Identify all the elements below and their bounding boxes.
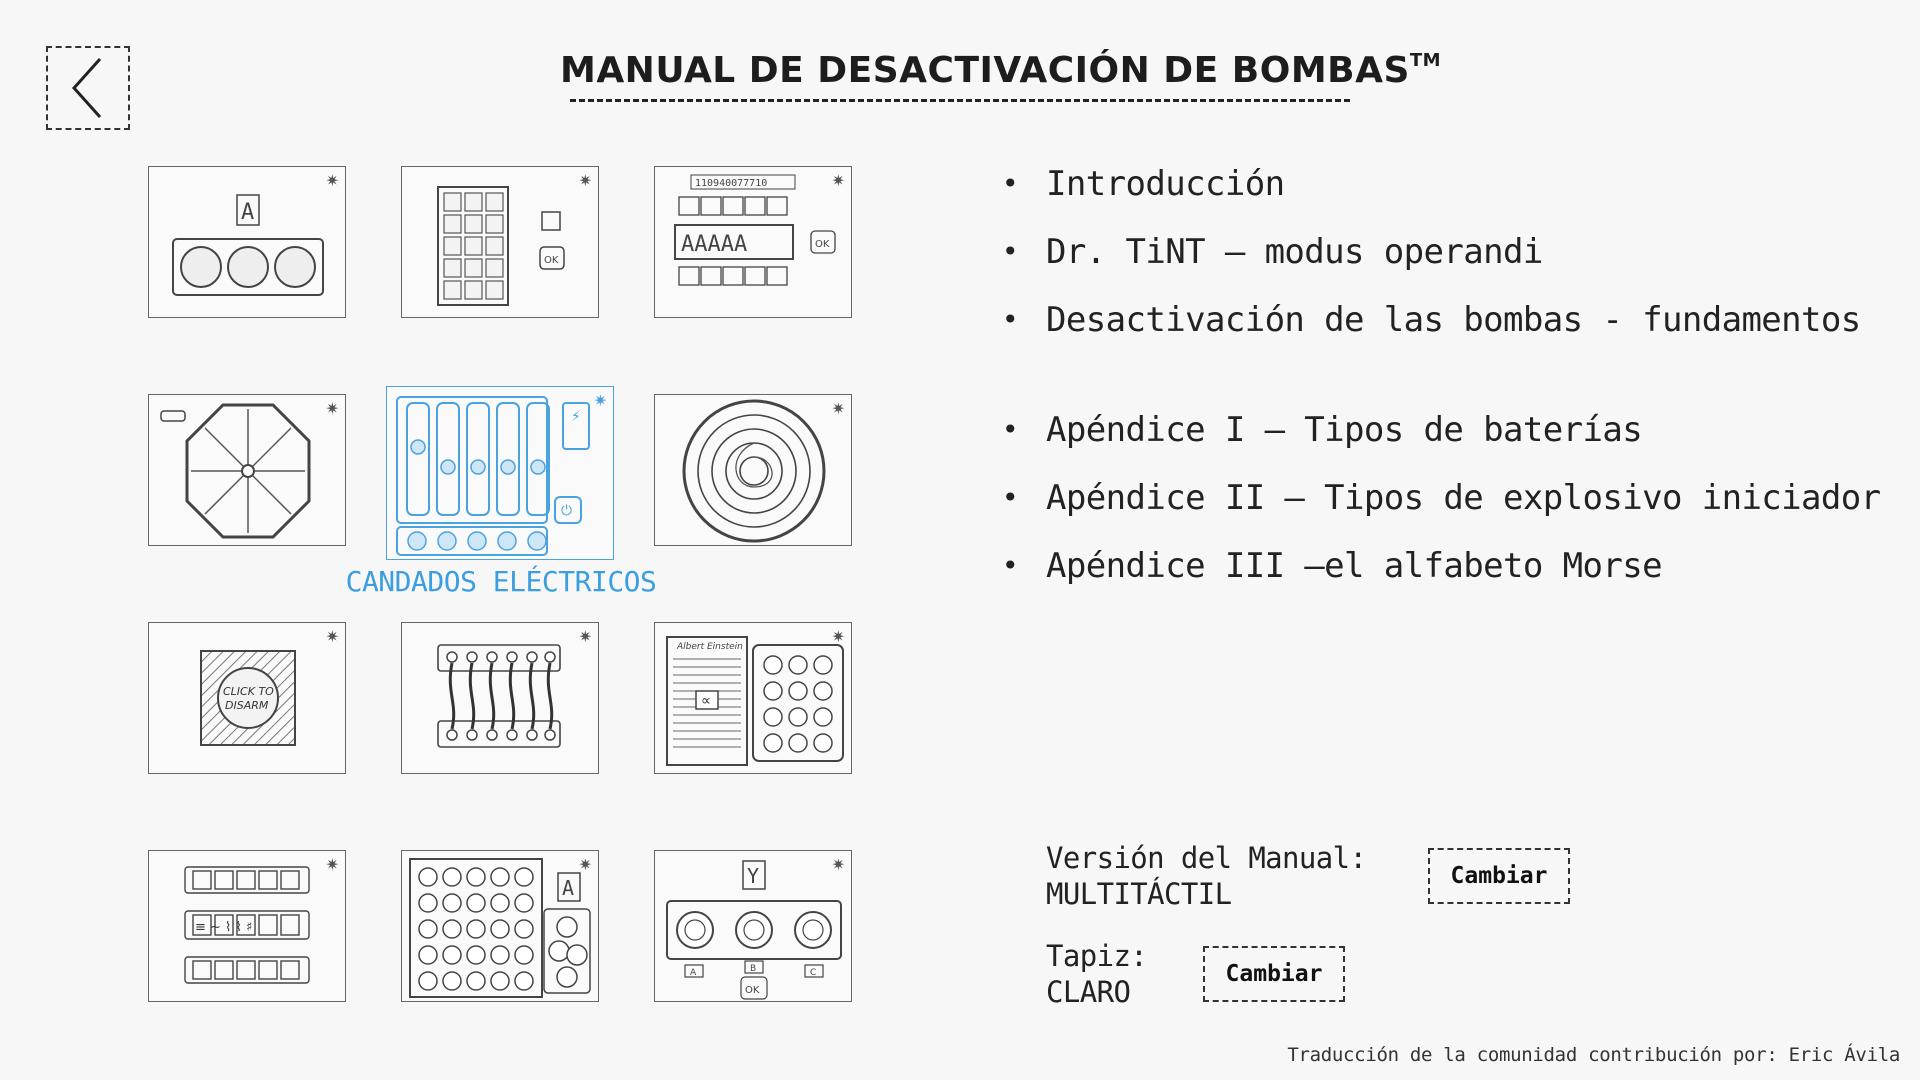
svg-text:A: A xyxy=(690,968,697,978)
gear-icon: ✷ xyxy=(831,855,845,874)
selected-module-label: CANDADOS ELÉCTRICOS xyxy=(345,565,657,598)
module-sketch xyxy=(655,395,853,547)
svg-text:OK: OK xyxy=(745,985,760,996)
module-click-to-disarm[interactable] xyxy=(148,622,346,774)
module-code-wheels[interactable] xyxy=(654,166,852,318)
svg-text:⚡: ⚡ xyxy=(571,409,581,425)
module-sketch xyxy=(402,623,600,775)
toc-appendix-group xyxy=(1000,404,1881,608)
module-octagon-wheel[interactable] xyxy=(148,394,346,546)
module-three-dials[interactable] xyxy=(654,850,852,1002)
title-underline xyxy=(570,99,1350,102)
module-sketch xyxy=(402,851,600,1003)
toc-main-group xyxy=(1000,158,1881,362)
module-sketch xyxy=(149,851,347,1003)
gear-icon: ✷ xyxy=(831,399,845,418)
toc-item-apendice-2[interactable]: • Apéndice II – Tipos de explosivo iniciador xyxy=(1000,472,1881,540)
module-sketch xyxy=(149,623,347,775)
gear-icon: ✷ xyxy=(831,171,845,190)
page-header xyxy=(560,50,1442,102)
module-sketch xyxy=(402,167,600,319)
toc-item-fundamentos[interactable]: • Desactivación de las bombas - fundamentos xyxy=(1000,294,1881,362)
svg-text:∝: ∝ xyxy=(701,693,712,709)
svg-text:AAAAA: AAAAA xyxy=(681,232,748,257)
toc-item-dr-tint[interactable]: • Dr. TiNT – modus operandi xyxy=(1000,226,1881,294)
module-sketch xyxy=(149,167,347,319)
svg-text:B: B xyxy=(750,964,757,974)
module-spiral-dial[interactable] xyxy=(654,394,852,546)
svg-text:OK: OK xyxy=(815,239,830,250)
portrait-caption: Albert Einstein xyxy=(677,642,743,652)
svg-text:A: A xyxy=(241,200,255,225)
toc-item-introduccion[interactable]: • Introducción xyxy=(1000,158,1881,226)
module-wires[interactable] xyxy=(401,622,599,774)
gear-icon: ✷ xyxy=(578,855,592,874)
svg-text:Y: Y xyxy=(747,864,760,888)
gear-icon: ✷ xyxy=(593,391,607,410)
gear-icon: ✷ xyxy=(325,855,339,874)
gear-icon: ✷ xyxy=(325,399,339,418)
svg-text:CLICK TO: CLICK TO xyxy=(223,685,274,698)
theme-label: Tapiz: xyxy=(1046,939,1148,973)
back-button[interactable] xyxy=(46,46,130,130)
theme-change-button[interactable]: Cambiar xyxy=(1203,946,1345,1002)
module-keypad-grid[interactable] xyxy=(401,166,599,318)
code-readout: 110940077710 xyxy=(695,178,768,189)
gear-icon: ✷ xyxy=(831,627,845,646)
svg-text:≡ ∼ ⌇ ⌇ ♯: ≡ ∼ ⌇ ⌇ ♯ xyxy=(195,920,253,935)
module-symbol-selectors[interactable] xyxy=(148,850,346,1002)
version-label: Versión del Manual: xyxy=(1046,841,1367,875)
svg-text:⏻: ⏻ xyxy=(561,503,573,519)
theme-setting xyxy=(1046,938,1147,1010)
trademark: TM xyxy=(1409,50,1442,71)
version-setting xyxy=(1046,840,1366,912)
svg-text:DISARM: DISARM xyxy=(225,699,269,712)
svg-text:OK: OK xyxy=(544,255,559,266)
module-albert-einstein[interactable] xyxy=(654,622,852,774)
version-value: MULTITÁCTIL xyxy=(1046,877,1232,911)
gear-icon: ✷ xyxy=(578,627,592,646)
module-sketch xyxy=(655,623,853,775)
chevron-left-icon xyxy=(68,53,108,123)
toc-item-apendice-3[interactable]: • Apéndice III –el alfabeto Morse xyxy=(1000,540,1881,608)
svg-text:C: C xyxy=(810,968,817,978)
module-electric-locks[interactable] xyxy=(386,386,614,560)
svg-text:A: A xyxy=(562,876,575,900)
gear-icon: ✷ xyxy=(578,171,592,190)
page-title: MANUAL DE DESACTIVACIÓN DE BOMBAS™ xyxy=(560,50,1442,91)
version-change-button[interactable]: Cambiar xyxy=(1428,848,1570,904)
module-alphabet-buttons[interactable] xyxy=(148,166,346,318)
translation-credit: Traducción de la comunidad contribución por: Eric Ávila xyxy=(1287,1044,1900,1066)
module-sketch xyxy=(387,387,615,561)
module-sketch xyxy=(655,167,853,319)
theme-value: CLARO xyxy=(1046,975,1131,1009)
module-sketch xyxy=(655,851,853,1003)
table-of-contents xyxy=(1000,158,1881,608)
gear-icon: ✷ xyxy=(325,627,339,646)
gear-icon: ✷ xyxy=(325,171,339,190)
toc-item-apendice-1[interactable]: • Apéndice I – Tipos de baterías xyxy=(1000,404,1881,472)
module-circle-grid[interactable] xyxy=(401,850,599,1002)
module-sketch xyxy=(149,395,347,547)
